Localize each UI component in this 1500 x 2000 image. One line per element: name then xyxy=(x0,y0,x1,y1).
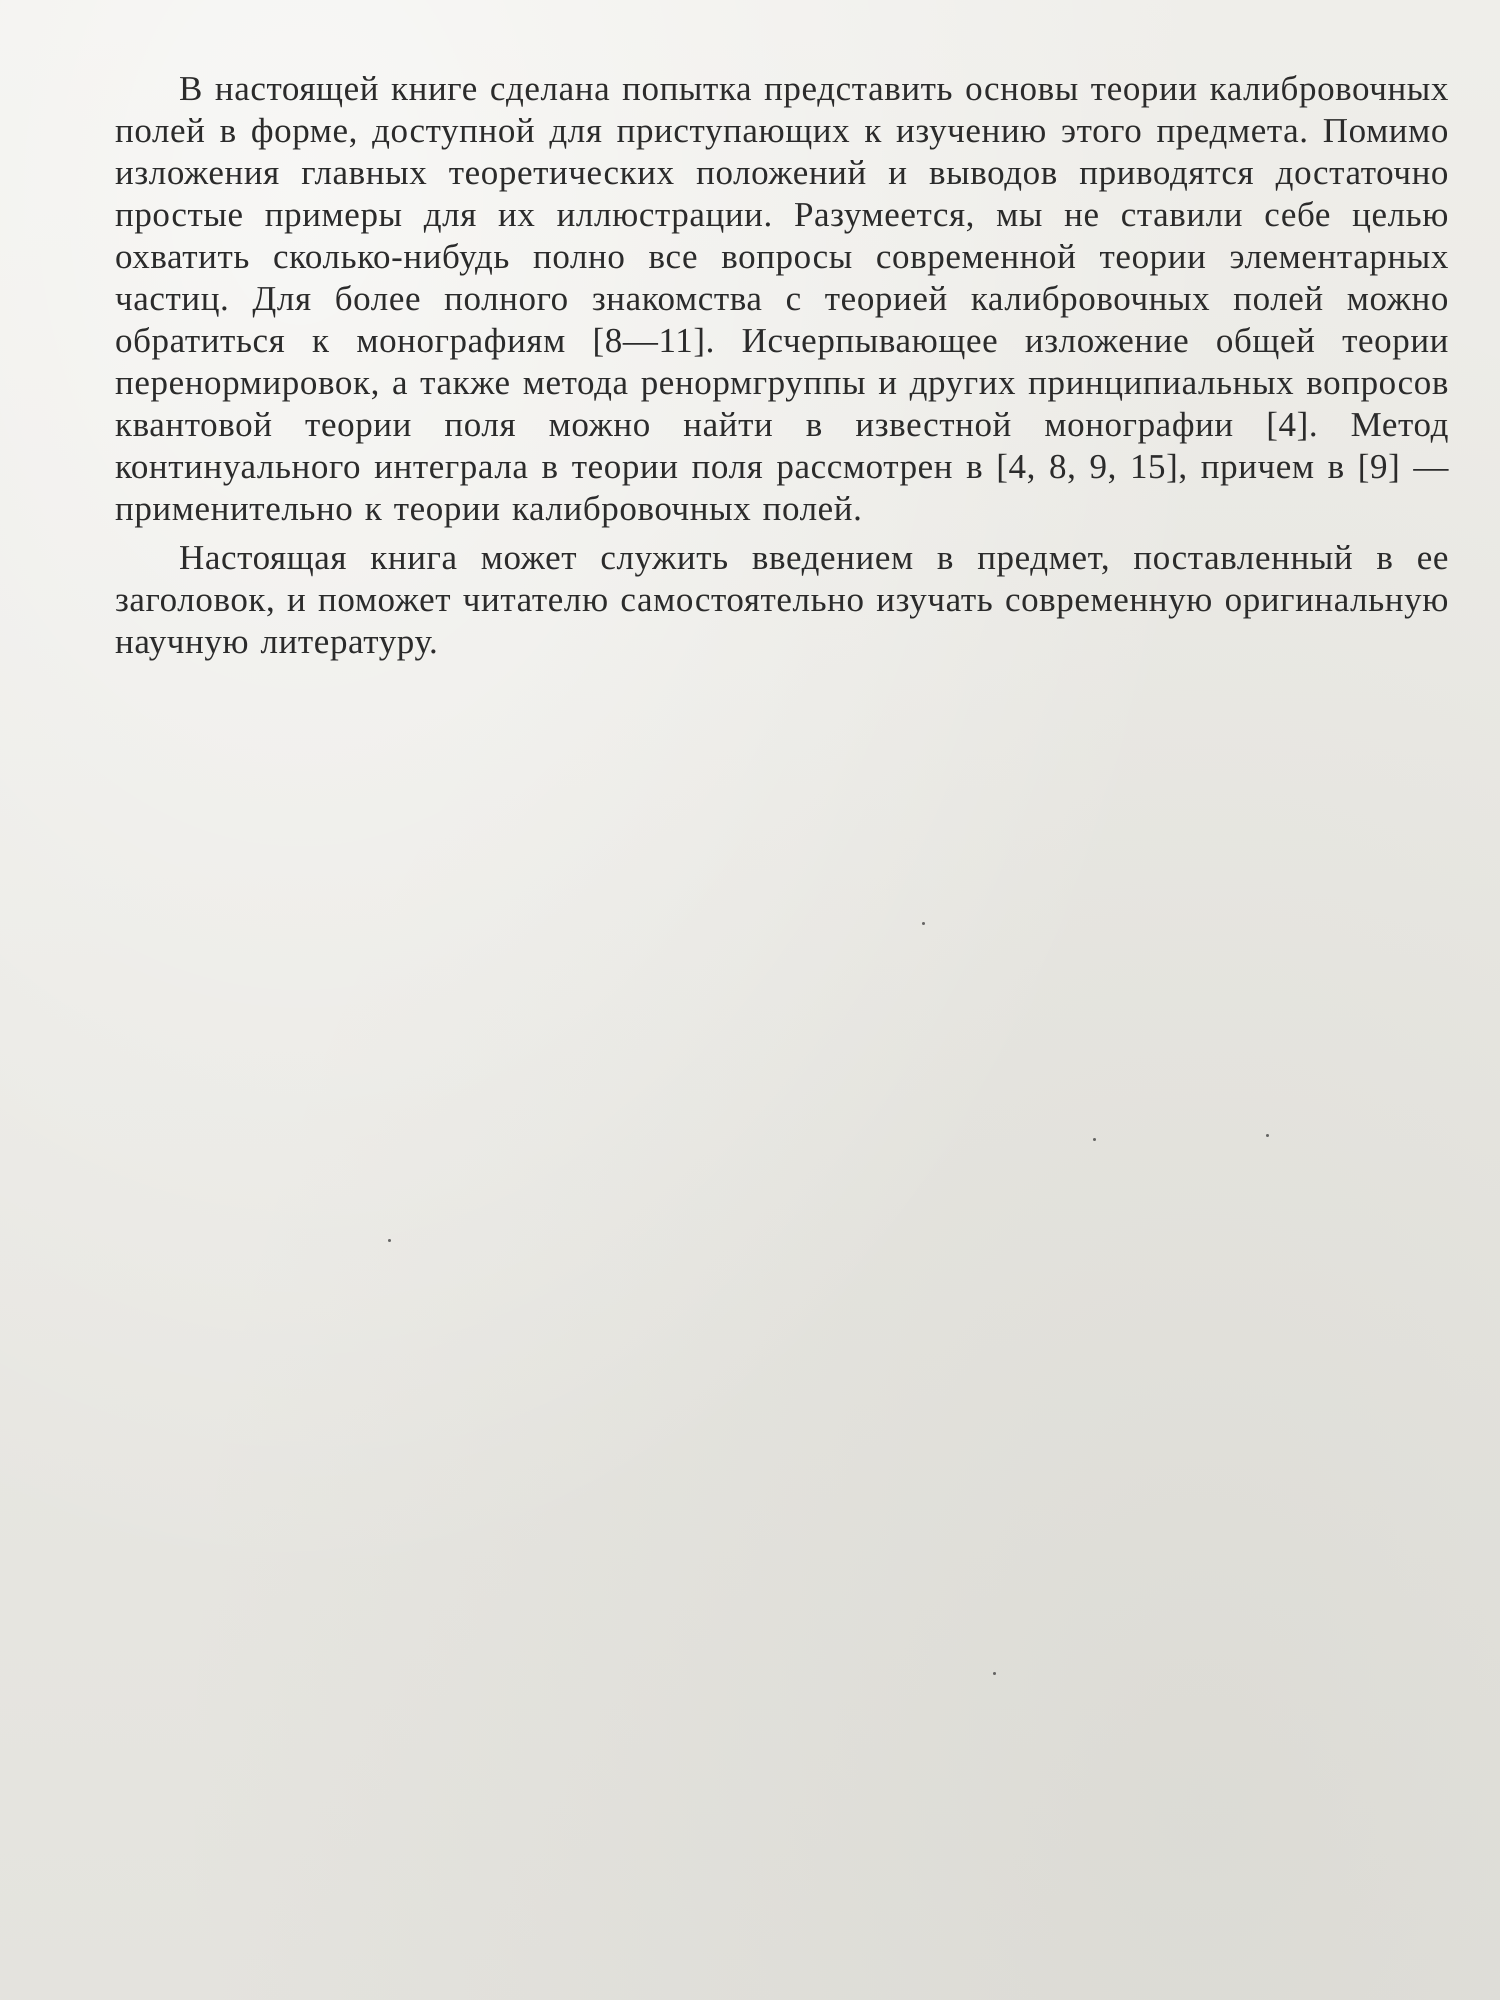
paragraph-1: В настоящей книге сделана попытка представить основы теории калибровочных полей в форме, доступной для приступающих к изучению этого предмета. Помимо изложения главных теоретических положений и выводов приводятся достаточно простые примеры для их иллюстрации. Разумеется, мы не ставили себе целью охватить сколько-нибудь полно все вопросы современной теории элементарных частиц. Для более полного знакомства с теорией калибровочных полей можно обратиться к монографиям [8—11]. Исчерпывающее изложение общей теории перенормировок, а также метода ренормгруппы и других принципиальных вопросов квантовой теории поля можно найти в известной монографии [4]. Метод континуального интеграла в теории поля рассмотрен в [4, 8, 9, 15], причем в [9] — применительно к теории калибровочных полей. xyxy=(115,69,1449,528)
paper-speck xyxy=(388,1239,391,1242)
paragraph-2: Настоящая книга может служить введением в предмет, поставленный в ее заголовок, и поможет читателю самостоятельно изучать современную оригинальную научную литературу. xyxy=(115,538,1449,661)
paper-speck xyxy=(922,922,925,925)
main-text xyxy=(115,68,1449,670)
paper-speck xyxy=(993,1672,996,1675)
reverse-side-bleed-through xyxy=(100,820,1450,1970)
paper-speck xyxy=(1093,1138,1096,1141)
paper-speck xyxy=(1266,1134,1269,1137)
